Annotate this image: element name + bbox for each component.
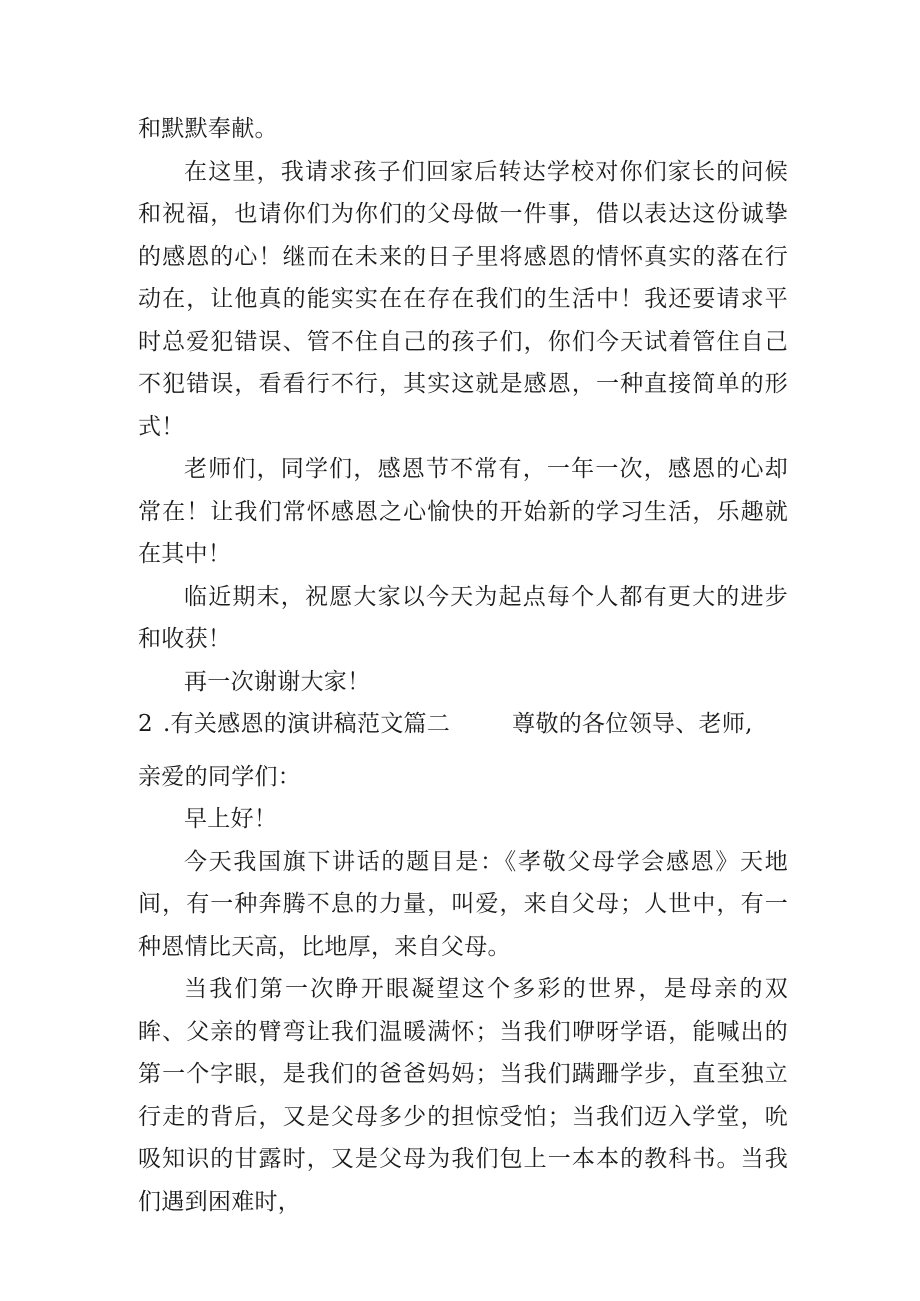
paragraph-greeting: 早上好！ [184,806,278,832]
paragraph-thanks-again: 再一次谢谢大家！ [184,668,371,695]
paragraph-topic: 今天我国旗下讲话的题目是：《孝敬父母学会感恩》天地间，有一种奔腾不息的力量，叫爱，来自父母；人世中，有一种恩情比天高，比地厚，来自父母。 [138,848,788,960]
section-title: .有关感恩的演讲稿范文篇二 [162,711,451,737]
paragraph-salutation: 亲爱的同学们： [138,763,302,790]
paragraph-parents: 当我们第一次睁开眼凝望这个多彩的世界，是母亲的双眸、父亲的臂弯让我们温暖满怀；当我们咿呀学语，能喊出的第一个字眼，是我们的爸爸妈妈；当我们蹒跚学步，直至独立行走的背后，又是父母多少的担惊受怕；当我们迈入学堂，吮吸知识的甘露时，又是父母为我们包上一本本的教科书。当我们遇到困难时， [138,976,788,1215]
section-number: 2 [138,711,153,737]
paragraph-continuation: 和默默奉献。 [138,116,278,142]
spacer [138,746,788,756]
section-salutation: 尊敬的各位领导、老师, [512,711,753,737]
paragraph-request: 在这里，我请求孩子们回家后转达学校对你们家长的问候和祝福，也请你们为你们的父母做一件事，借以表达这份诚挚的感恩的心！继而在未来的日子里将感恩的情怀真实的落在行动在，让他真的能实实在在存在我们的生活中！我还要请求平时总爱犯错误、管不住自己的孩子们，你们今天试着管住自己不犯错误，看看行不行，其实这就是感恩，一种直接简单的形式！ [138,158,788,440]
section-heading [138,703,788,746]
paragraph-wishes: 临近期末，祝愿大家以今天为起点每个人都有更大的进步和收获！ [138,583,788,652]
document-body [138,108,788,1223]
paragraph-thanksgiving: 老师们，同学们，感恩节不常有，一年一次，感恩的心却常在！让我们常怀感恩之心愉快的开始新的学习生活，乐趣就在其中！ [138,456,788,567]
